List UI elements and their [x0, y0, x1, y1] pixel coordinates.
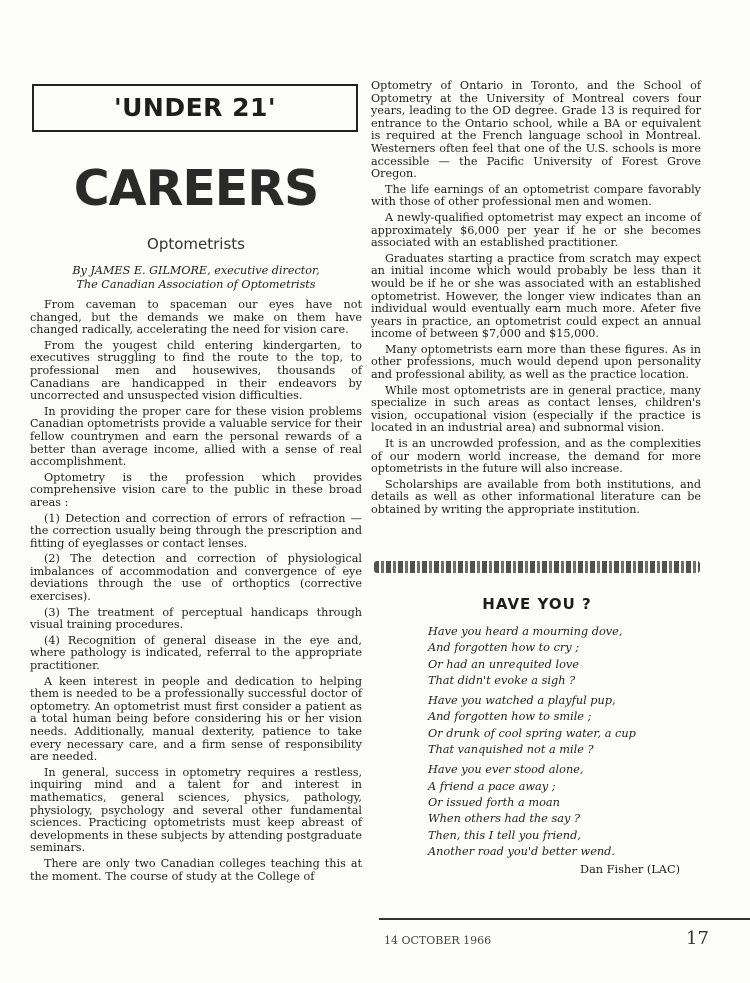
paragraph: The life earnings of an optometrist compare favorably with those of other professional men and women. [371, 182, 701, 209]
poem-line: Another road you'd better wend. [428, 844, 615, 858]
left-column [30, 299, 362, 886]
poem-line: Or drunk of cool spring water, a cup [428, 726, 636, 740]
paragraph: There are only two Canadian colleges teaching this at the moment. The course of study at the College of [30, 856, 362, 883]
series-title: 'UNDER 21' [113, 93, 277, 122]
byline [30, 264, 362, 292]
poem [428, 624, 708, 864]
poem-title: HAVE YOU ? [482, 595, 592, 613]
byline-organization: The Canadian Association of Optometrists [76, 278, 316, 291]
poem-line: A friend a pace away ; [428, 779, 556, 793]
paragraph: In general, success in optometry requires a restless, inquiring mind and a talent for and interest in mathematics, general sciences, physics, pathology, physiology, psychology and several other fundamental sciences. Practicing optometrists must keep abreast of developments in these subjects by attending postgraduate seminars. [30, 765, 362, 855]
paragraph: A newly-qualified optometrist may expect an income of approximately $6,000 per year if he or she becomes associated with an established practitioner. [371, 210, 701, 250]
decorative-ornament-divider [374, 561, 700, 573]
page-number: 17 [686, 928, 709, 949]
paragraph: Optometry of Ontario in Toronto, and the School of Optometry at the University of Montreal covers four years, leading to the OD degree. Grade 13 is required for entrance to the Ontario school, while a BA or equivalent is required at the French language school in Montreal. Westerners often feel that one of the U.S. schools is more accessible — the Pacific University of Forest Grove Oregon. [371, 79, 701, 181]
poem-line: Have you watched a playful pup, [428, 694, 616, 708]
poem-line: Have you ever stood alone, [428, 763, 584, 777]
right-column [371, 80, 701, 520]
main-title: CAREERS [73, 160, 319, 217]
poem-line: Then, this I tell you friend, [428, 828, 581, 842]
paragraph: Scholarships are available from both institutions, and details as well as other informational literature can be obtained by writing the appropriate institution. [371, 477, 701, 516]
issue-date: 14 OCTOBER 1966 [384, 934, 492, 947]
paragraph: While most optometrists are in general practice, many specialize in such areas as contact lenses, children's vision, occupational vision (especially if the practice is located in an industrial area) and subnormal vision. [371, 383, 701, 435]
poem-line: Have you heard a mourning dove, [428, 625, 623, 638]
paragraph: (3) The treatment of perceptual handicaps through visual training procedures. [30, 605, 362, 632]
poem-line: That didn't evoke a sigh ? [428, 673, 576, 687]
paragraph: (4) Recognition of general disease in the eye and, where pathology is indicated, referral to the appropriate practitioner. [30, 633, 362, 673]
paragraph: From the yougest child entering kindergarten, to executives struggling to find the route to the top, to professional men and housewives, thousands of Canadians are handicapped in their endeavors by uncorrected and unsuspected vision difficulties. [30, 338, 362, 403]
article-subject: Optometrists [147, 235, 245, 253]
poem-stanza [428, 762, 708, 860]
paragraph: From caveman to spaceman our eyes have not changed, but the demands we make on them have changed radically, accelerating the need for vision care. [30, 298, 362, 337]
poem-line: And forgotten how to cry ; [428, 641, 580, 655]
poem-line: Or had an unrequited love [428, 657, 579, 671]
byline-author: By JAMES E. GILMORE, executive director, [72, 264, 320, 277]
poem-author: Dan Fisher (LAC) [580, 863, 680, 876]
poem-line: Or issued forth a moan [428, 795, 560, 809]
poem-line: When others had the say ? [428, 812, 581, 826]
poem-line: That vanquished not a mile ? [428, 743, 594, 757]
paragraph: Many optometrists earn more than these figures. As in other professions, much would depend upon personality and professional ability, as well as the practice location. [371, 342, 701, 382]
paragraph: It is an uncrowded profession, and as the complexities of our modern world increase, the demand for more optometrists in the future will also increase. [371, 437, 701, 476]
paragraph: (2) The detection and correction of physiological imbalances of accommodation and convergence of eye deviations through the use of orthoptics (corrective exercises). [30, 552, 362, 604]
paragraph: A keen interest in people and dedication to helping them is needed to be a professionally successful doctor of optometry. An optometrist must first consider a patient as a total human being before considering his or her vision needs. Additionally, manual dexterity, patience to take every necessary care, and a firm sense of responsibility are needed. [30, 674, 362, 764]
paragraph: Optometry is the profession which provides comprehensive vision care to the public in these broad areas : [30, 470, 362, 509]
series-title-box [32, 84, 358, 132]
paragraph: (1) Detection and correction of errors of refraction — the correction usually being through the prescription and fitting of eyeglasses or contact lenses. [30, 511, 362, 550]
paragraph: Graduates starting a practice from scratch may expect an initial income which would probably be less than it would be if he or she was associated with an established optometrist. However, the longer view indicates than an individual would eventually earn much more. Afeter five years in practice, an optometrist could expect an annual income of between $7,000 and $15,000. [371, 251, 701, 341]
paragraph: In providing the proper care for these vision problems Canadian optometrists provide a valuable service for their fellow countrymen and earn the personal rewards of a better than average income, allied with a sense of real accomplishment. [30, 404, 362, 469]
poem-line: And forgotten how to smile ; [428, 710, 592, 724]
poem-stanza [428, 624, 708, 689]
footer-rule [379, 918, 750, 920]
poem-stanza [428, 693, 708, 758]
